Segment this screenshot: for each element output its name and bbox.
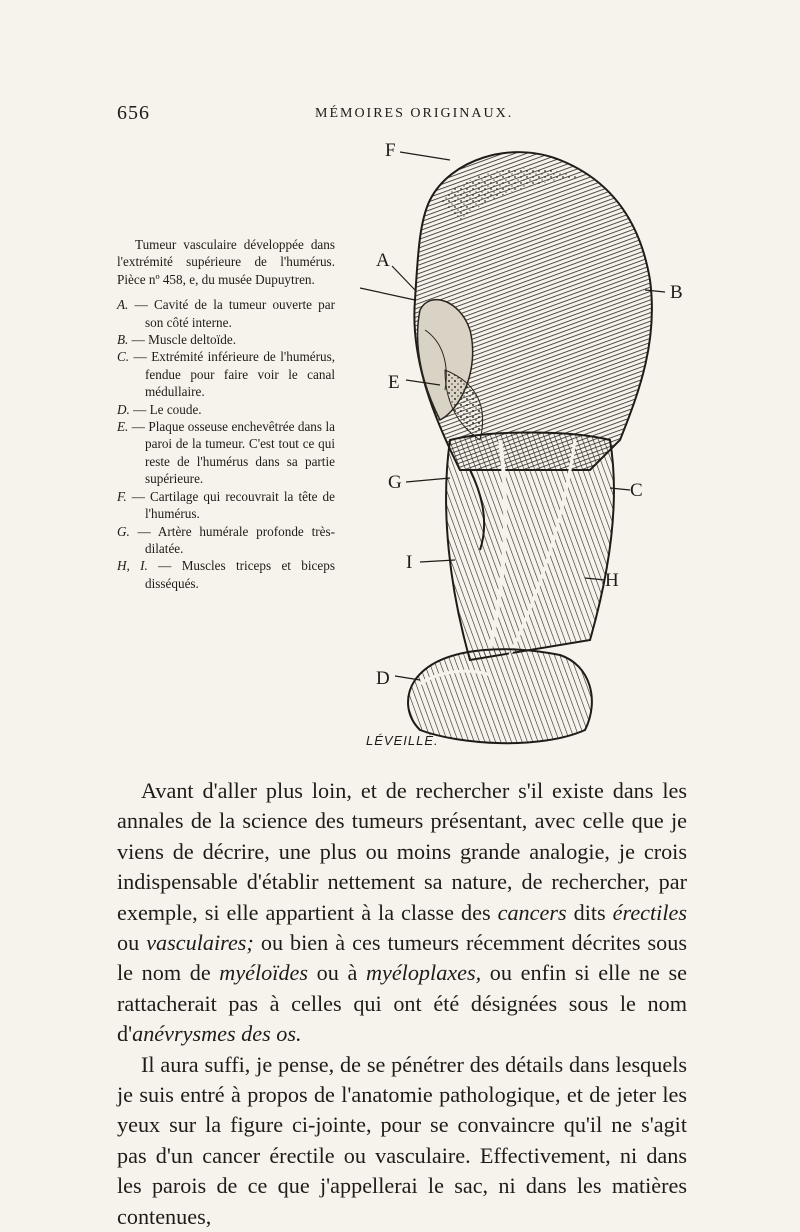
legend-text: — Le coude.	[133, 401, 202, 417]
legend-text: — Plaque osseuse enchevêtrée dans la paroi de la tumeur. C'est tout ce qui reste de l'humérus dans sa partie supérieure.	[131, 419, 335, 487]
caption-intro: Tumeur vasculaire développée dans l'extrémité supérieure de l'humérus. Pièce nº 458, e, du musée Dupuytren.	[117, 237, 335, 287]
figure-label-c: C	[630, 480, 643, 501]
legend-key: B.	[117, 332, 129, 348]
legend-key: E.	[117, 419, 129, 435]
text-run: ou bien à ces tumeurs récemment décrites sous le nom de	[117, 930, 687, 986]
body-text	[117, 776, 687, 1232]
engraver-signature: LÉVEILLÉ.	[366, 733, 439, 748]
legend-item	[117, 296, 335, 331]
engraving-drawing	[340, 140, 700, 760]
italic-run: érectiles	[612, 899, 687, 925]
italic-run: cancers	[497, 899, 567, 925]
legend-item	[117, 331, 335, 348]
figure-label-f: F	[385, 140, 396, 161]
text-run: ou	[117, 930, 147, 956]
paragraph	[117, 776, 687, 1050]
legend-text: — Cartilage qui recouvrait la tête de l'humérus.	[131, 488, 335, 522]
text-run: Avant d'aller plus loin, et de rechercher s'il existe dans les annales de la science des tumeurs présentant, avec celle que je viens de décrire, une plus ou moins grande analogie, je crois indispensable d'établir nettement sa nature, de rechercher, par exemple, si elle appartient à la classe des	[117, 778, 687, 925]
legend-key: D.	[117, 401, 130, 417]
legend-item	[117, 488, 335, 523]
figure-label-i: I	[406, 552, 413, 573]
figure-label-g: G	[388, 472, 402, 493]
text-run: ou enfin si elle ne se rattacherait pas à celles qui ont été désignées sous le nom d'	[117, 960, 687, 1047]
legend-key: F.	[117, 488, 127, 504]
elbow	[408, 649, 592, 743]
figure-legend	[117, 296, 335, 592]
figure-label-h: H	[605, 570, 619, 591]
legend-item	[117, 348, 335, 400]
legend-item	[117, 523, 335, 558]
anatomical-engraving	[340, 140, 700, 760]
legend-item	[117, 418, 335, 488]
paragraph: Il aura suffi, je pense, de se pénétrer des détails dans lesquels je suis entré à propos de l'anatomie pathologique, et de jeter les yeux sur la figure ci-jointe, pour se convaincre qu'il ne s'agit pas d'un cancer érectile ou vasculaire. Effectivement, ni dans les parois de ce que j'appellerai le sac, ni dans les matières contenues,	[117, 1051, 687, 1229]
legend-key: C.	[117, 349, 130, 365]
legend-key: A.	[117, 297, 129, 313]
figure-label-a: A	[376, 250, 390, 271]
legend-text: — Extrémité inférieure de l'humérus, fendue pour faire voir le canal médullaire.	[133, 349, 335, 400]
text-run: ou à	[308, 960, 366, 986]
figure-caption	[117, 236, 335, 592]
legend-text: — Muscle deltoïde.	[131, 332, 237, 348]
arm-muscles	[446, 433, 614, 661]
legend-item	[117, 557, 335, 592]
page-number: 656	[117, 102, 150, 124]
running-title: MÉMOIRES ORIGINAUX.	[315, 106, 514, 121]
figure-label-e: E	[388, 372, 400, 393]
italic-run: anévrysmes des os.	[132, 1021, 302, 1047]
figure-label-b: B	[670, 282, 683, 303]
legend-key: G.	[117, 523, 130, 539]
legend-key: H, I.	[117, 558, 148, 574]
legend-text: — Cavité de la tumeur ouverte par son côté interne.	[134, 297, 336, 330]
italic-run: myéloplaxes,	[365, 960, 482, 986]
text-run: dits	[566, 899, 613, 925]
italic-run: myéloïdes	[219, 960, 309, 986]
legend-item	[117, 401, 335, 418]
italic-run: vasculaires;	[146, 930, 254, 956]
figure-label-d: D	[376, 668, 390, 689]
legend-text: — Muscles triceps et biceps disséqués.	[145, 558, 335, 591]
legend-text: — Artère humérale profonde très-dilatée.	[137, 523, 336, 556]
